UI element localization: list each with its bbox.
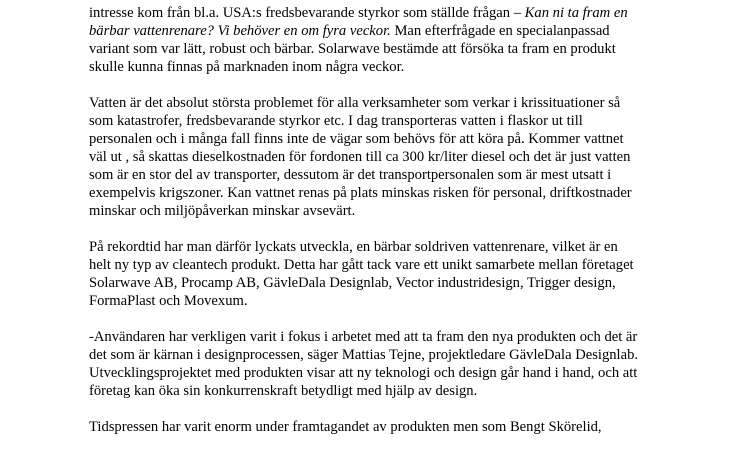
paragraph-5 xyxy=(89,418,669,436)
text-line: intresse kom från bl.a. USA:s fredsbevarande styrkor som ställde frågan – Kan ni ta fram en xyxy=(89,5,628,21)
text-line: Solarwave AB, Procamp AB, GävleDala Designlab, Vector industridesign, Trigger design, xyxy=(89,275,616,291)
text-line: skulle kunna finnas på marknaden inom några veckor. xyxy=(89,59,405,75)
text-line: variant som var lätt, robust och bärbar. Solarwave bestämde att försöka ta fram en produkt xyxy=(89,41,616,57)
text-line: bärbar vattenrenare? Vi behöver en om fyra veckor. Man efterfrågade en specialanpassad xyxy=(89,23,610,39)
text-line: -Användaren har verkligen varit i fokus i arbetet med att ta fram den nya produkten och det är xyxy=(89,329,638,345)
text-line: väl ut , så skattas dieselkostnaden för fordonen till ca 300 kr/liter diesel och det är just vatten xyxy=(89,149,631,165)
paragraph-3 xyxy=(89,238,669,310)
paragraph-1 xyxy=(89,4,669,76)
italic-quote: Kan ni ta fram en xyxy=(524,5,628,21)
paragraph-2 xyxy=(89,94,669,220)
text-line: som katastrofer, fredsbevarande styrkor etc. I dag transporteras vatten i flaskor ut till xyxy=(89,113,583,129)
text-line: helt ny typ av cleantech produkt. Detta har gått tack vare ett unikt samarbete mellan företaget xyxy=(89,257,634,273)
text-line: Utvecklingsprojektet med produkten visar att ny teknologi och design går hand i hand, och att xyxy=(89,365,638,381)
text-line: minskar och miljöpåverkan minskar avsevärt. xyxy=(89,203,356,219)
text-line: det som är kärnan i designprocessen, säger Mattias Tejne, projektledare GävleDala Designlab. xyxy=(89,347,639,363)
text-line: som är en stor del av transporter, dessutom är det transportpersonalen som är mest utsatt i xyxy=(89,167,612,183)
text-line: exempelvis krigszoner. Kan vattnet renas på plats minskas risken för personal, driftkostnader xyxy=(89,185,632,201)
paragraph-4 xyxy=(89,328,669,400)
text-line: FormaPlast och Movexum. xyxy=(89,293,248,309)
text-line: Vatten är det absolut största problemet för alla verksamheter som verkar i krissituationer så xyxy=(89,95,621,111)
document-body xyxy=(89,4,669,454)
text-line: personalen och i många fall finns inte de vägar som behövs för att köra på. Kommer vattnet xyxy=(89,131,624,147)
text-line: På rekordtid har man därför lyckats utveckla, en bärbar soldriven vattenrenare, vilket är en xyxy=(89,239,618,255)
text-line: Tidspressen har varit enorm under framtagandet av produkten men som Bengt Skörelid, xyxy=(89,419,602,435)
text-line: företag kan öka sin konkurrenskraft betydligt med hjälp av design. xyxy=(89,383,478,399)
italic-quote: bärbar vattenrenare? Vi behöver en om fyra veckor. xyxy=(89,23,391,39)
